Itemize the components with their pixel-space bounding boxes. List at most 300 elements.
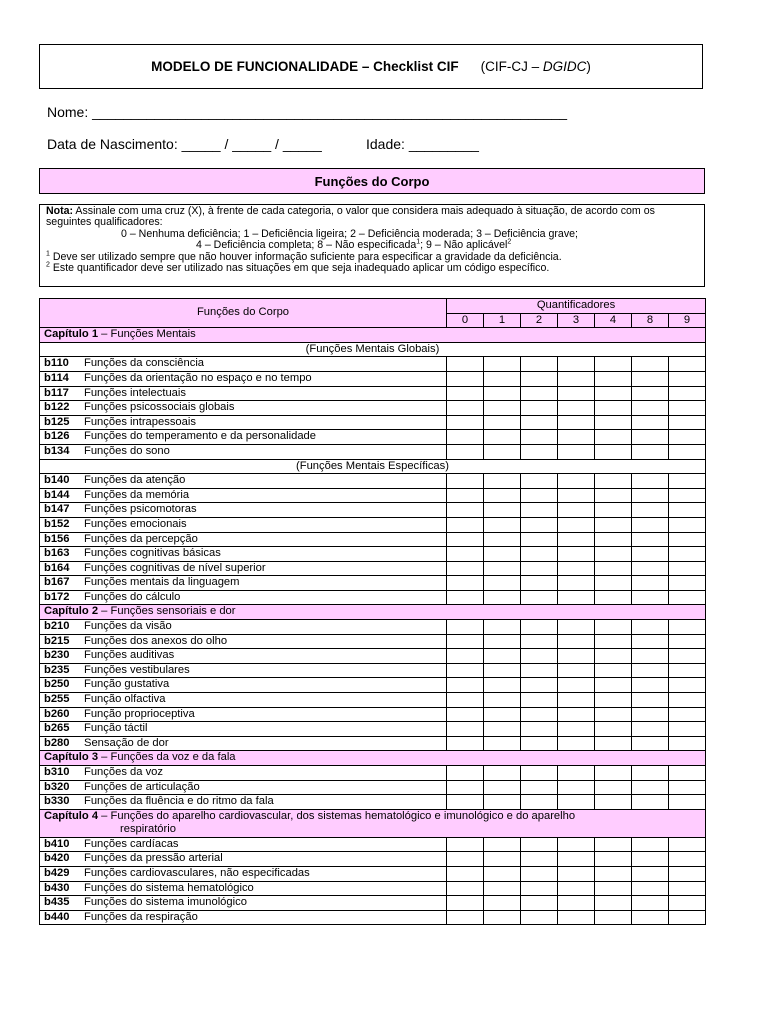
quantifier-cell-3[interactable] [558, 693, 595, 708]
quantifier-cell-0[interactable] [447, 896, 484, 911]
quantifier-cell-4[interactable] [595, 371, 632, 386]
quantifier-cell-4[interactable] [595, 766, 632, 781]
item-label: Funções da orientação no espaço e no tempo [84, 371, 312, 384]
quantifier-cell-3[interactable] [558, 357, 595, 372]
quantifier-cell-9[interactable] [669, 896, 706, 911]
quantifier-cell-2[interactable] [521, 707, 558, 722]
quantifier-cell-3[interactable] [558, 866, 595, 881]
item-label: Funções da voz [84, 766, 163, 778]
quantifier-cell-4[interactable] [595, 430, 632, 445]
quantifier-cell-3[interactable] [558, 910, 595, 925]
table-row [40, 766, 706, 781]
quantifier-cell-1[interactable] [484, 866, 521, 881]
quantifier-cell-3[interactable] [558, 780, 595, 795]
item-label: Funções vestibulares [84, 663, 190, 676]
quantifier-cell-0[interactable] [447, 517, 484, 532]
quantifier-cell-4[interactable] [595, 576, 632, 591]
quantifier-cell-2[interactable] [521, 620, 558, 635]
quantifier-cell-9[interactable] [669, 561, 706, 576]
quantifier-cell-9[interactable] [669, 547, 706, 562]
quantifier-cell-9[interactable] [669, 474, 706, 489]
quantifier-cell-2[interactable] [521, 386, 558, 401]
item-code: b163 [44, 547, 70, 560]
quantifier-cell-3[interactable] [558, 620, 595, 635]
table-row [40, 561, 706, 576]
quantifier-cell-2[interactable] [521, 795, 558, 810]
item-label: Sensação de dor [84, 736, 169, 749]
quantifier-cell-0[interactable] [447, 590, 484, 605]
item-code: b320 [44, 780, 70, 793]
quantifier-cell-0[interactable] [447, 663, 484, 678]
quantifier-cell-4[interactable] [595, 693, 632, 708]
quantifier-cell-2[interactable] [521, 576, 558, 591]
quantifier-cell-8[interactable] [632, 766, 669, 781]
quantifier-cell-0[interactable] [447, 430, 484, 445]
quantifier-cell-4[interactable] [595, 795, 632, 810]
quantifier-header-1: 1 [484, 313, 521, 328]
quantifier-cell-9[interactable] [669, 736, 706, 751]
quantifier-cell-3[interactable] [558, 795, 595, 810]
quantifier-cell-0[interactable] [447, 488, 484, 503]
quantifier-cell-9[interactable] [669, 357, 706, 372]
quantifier-cell-3[interactable] [558, 852, 595, 867]
quantifier-cell-0[interactable] [447, 503, 484, 518]
quantifier-cell-2[interactable] [521, 736, 558, 751]
quantifier-cell-0[interactable] [447, 620, 484, 635]
quantifier-cell-3[interactable] [558, 415, 595, 430]
idade-field[interactable]: Idade: _________ [366, 136, 479, 152]
quantifier-cell-3[interactable] [558, 517, 595, 532]
quantifier-cell-3[interactable] [558, 401, 595, 416]
table-row [40, 722, 706, 737]
quantifier-cell-1[interactable] [484, 881, 521, 896]
quantifier-cell-9[interactable] [669, 532, 706, 547]
quantifier-cell-3[interactable] [558, 663, 595, 678]
chapter-row [40, 605, 706, 620]
quantifier-cell-9[interactable] [669, 722, 706, 737]
quantifier-cell-2[interactable] [521, 766, 558, 781]
quantifier-cell-8[interactable] [632, 517, 669, 532]
quantifier-cell-4[interactable] [595, 561, 632, 576]
quantifier-cell-0[interactable] [447, 837, 484, 852]
quantifier-cell-1[interactable] [484, 852, 521, 867]
quantifier-cell-2[interactable] [521, 910, 558, 925]
nome-field[interactable]: Nome: _____________________________________________________________ [47, 104, 568, 120]
quantifier-cell-1[interactable] [484, 474, 521, 489]
quantifier-cell-0[interactable] [447, 474, 484, 489]
data-nascimento-field[interactable]: Data de Nascimento: _____ / _____ / _____ [47, 136, 322, 152]
quantifier-cell-3[interactable] [558, 576, 595, 591]
quantifier-cell-0[interactable] [447, 444, 484, 459]
quantifier-cell-8[interactable] [632, 678, 669, 693]
quantifier-cell-3[interactable] [558, 474, 595, 489]
quantifier-cell-9[interactable] [669, 663, 706, 678]
quantifier-cell-1[interactable] [484, 415, 521, 430]
quantifier-cell-2[interactable] [521, 415, 558, 430]
chapter-label: Capítulo 2 [44, 605, 99, 618]
item-label: Funções de articulação [84, 780, 200, 793]
quantifier-cell-1[interactable] [484, 517, 521, 532]
quantifier-cell-9[interactable] [669, 852, 706, 867]
quantifier-cell-8[interactable] [632, 837, 669, 852]
quantifier-cell-3[interactable] [558, 634, 595, 649]
quantifier-cell-9[interactable] [669, 503, 706, 518]
col-header: Funções do Corpo [40, 299, 447, 328]
quantifier-cell-8[interactable] [632, 590, 669, 605]
nota-intro: Nota: Assinale com uma cruz (X), à frente de cada categoria, o valor que considera mais adequado à situação, de acordo com os seguintes qualificadores: [46, 205, 655, 229]
quantifier-cell-4[interactable] [595, 852, 632, 867]
quantifier-cell-9[interactable] [669, 707, 706, 722]
quantifier-cell-4[interactable] [595, 780, 632, 795]
quantifier-cell-1[interactable] [484, 576, 521, 591]
quantifier-cell-0[interactable] [447, 766, 484, 781]
quantifier-cell-2[interactable] [521, 488, 558, 503]
quantifier-cell-2[interactable] [521, 663, 558, 678]
quantifier-cell-8[interactable] [632, 430, 669, 445]
item-code: b125 [44, 415, 70, 428]
chapter-row [40, 809, 706, 837]
quantifier-cell-9[interactable] [669, 866, 706, 881]
quantifier-cell-9[interactable] [669, 576, 706, 591]
quantifier-cell-4[interactable] [595, 896, 632, 911]
quantifier-cell-0[interactable] [447, 634, 484, 649]
quantifier-cell-4[interactable] [595, 401, 632, 416]
item-label: Funções mentais da linguagem [84, 576, 240, 589]
quantifier-cell-9[interactable] [669, 371, 706, 386]
quantifier-cell-3[interactable] [558, 707, 595, 722]
quantifier-cell-9[interactable] [669, 620, 706, 635]
quantifier-cell-8[interactable] [632, 547, 669, 562]
quantifier-cell-9[interactable] [669, 401, 706, 416]
quantifier-cell-8[interactable] [632, 488, 669, 503]
item-label: Funções do cálculo [84, 590, 181, 603]
table-row [40, 678, 706, 693]
quantifier-cell-0[interactable] [447, 866, 484, 881]
quantifier-cell-9[interactable] [669, 766, 706, 781]
quantifier-cell-3[interactable] [558, 722, 595, 737]
quantifier-cell-0[interactable] [447, 780, 484, 795]
quantifier-cell-4[interactable] [595, 532, 632, 547]
chapter-text: – Funções da voz e da fala [98, 751, 236, 764]
table-row [40, 444, 706, 459]
quantifier-cell-4[interactable] [595, 503, 632, 518]
quantifier-cell-3[interactable] [558, 766, 595, 781]
item-label: Funções cognitivas de nível superior [84, 561, 266, 574]
quantifier-cell-4[interactable] [595, 722, 632, 737]
quantifier-cell-1[interactable] [484, 590, 521, 605]
quantifier-cell-8[interactable] [632, 444, 669, 459]
quantifier-cell-2[interactable] [521, 780, 558, 795]
quantifier-cell-0[interactable] [447, 415, 484, 430]
chapter-label: Capítulo 1 [44, 328, 99, 341]
quantifier-cell-2[interactable] [521, 503, 558, 518]
quantifier-cell-1[interactable] [484, 401, 521, 416]
item-label: Funções do sistema imunológico [84, 896, 247, 909]
item-label: Funções do sistema hematológico [84, 881, 254, 894]
table-row [40, 852, 706, 867]
quantifier-cell-0[interactable] [447, 576, 484, 591]
quantifier-cell-4[interactable] [595, 910, 632, 925]
quantifier-cell-4[interactable] [595, 357, 632, 372]
quantifier-cell-4[interactable] [595, 386, 632, 401]
item-code: b117 [44, 386, 69, 399]
quantifier-cell-3[interactable] [558, 678, 595, 693]
subheading-row [40, 459, 706, 474]
quantifier-cell-3[interactable] [558, 561, 595, 576]
quantifier-cell-4[interactable] [595, 837, 632, 852]
quantifier-cell-2[interactable] [521, 634, 558, 649]
quantifier-cell-2[interactable] [521, 896, 558, 911]
quantifier-cell-4[interactable] [595, 547, 632, 562]
quantifier-cell-1[interactable] [484, 678, 521, 693]
quantifier-cell-3[interactable] [558, 649, 595, 664]
quantifier-cell-1[interactable] [484, 780, 521, 795]
item-label: Funções cognitivas básicas [84, 547, 221, 560]
quantifier-cell-1[interactable] [484, 722, 521, 737]
quantifier-cell-8[interactable] [632, 386, 669, 401]
quantifier-cell-4[interactable] [595, 488, 632, 503]
quantifier-cell-2[interactable] [521, 401, 558, 416]
quantifier-cell-9[interactable] [669, 678, 706, 693]
quantifier-cell-4[interactable] [595, 678, 632, 693]
quantifier-cell-1[interactable] [484, 371, 521, 386]
quantifier-cell-9[interactable] [669, 795, 706, 810]
quantifier-cell-2[interactable] [521, 561, 558, 576]
quantifier-cell-4[interactable] [595, 707, 632, 722]
quantifier-cell-4[interactable] [595, 649, 632, 664]
quantifier-cell-9[interactable] [669, 444, 706, 459]
chapter-text: – Funções do aparelho cardiovascular, dos sistemas hematológico e imunológico e do aparelho [98, 809, 576, 822]
item-label: Funções da percepção [84, 532, 198, 545]
quantifier-cell-4[interactable] [595, 881, 632, 896]
quantifier-cell-2[interactable] [521, 722, 558, 737]
quantifier-cell-8[interactable] [632, 795, 669, 810]
quantifier-cell-8[interactable] [632, 532, 669, 547]
quantifier-header-4: 4 [595, 313, 632, 328]
quantifier-cell-8[interactable] [632, 866, 669, 881]
quantifier-cell-3[interactable] [558, 881, 595, 896]
quantifier-cell-0[interactable] [447, 532, 484, 547]
quantifier-cell-2[interactable] [521, 693, 558, 708]
quantifier-cell-8[interactable] [632, 649, 669, 664]
quantifier-cell-8[interactable] [632, 474, 669, 489]
quantifier-cell-8[interactable] [632, 415, 669, 430]
quantifier-cell-1[interactable] [484, 503, 521, 518]
quantifier-cell-0[interactable] [447, 386, 484, 401]
table-row [40, 517, 706, 532]
quantifier-cell-8[interactable] [632, 663, 669, 678]
quantifier-cell-0[interactable] [447, 678, 484, 693]
quantifier-cell-1[interactable] [484, 488, 521, 503]
quantifier-cell-4[interactable] [595, 517, 632, 532]
quantifier-cell-2[interactable] [521, 371, 558, 386]
quantifier-cell-4[interactable] [595, 444, 632, 459]
quantifier-cell-3[interactable] [558, 488, 595, 503]
quantifier-cell-8[interactable] [632, 707, 669, 722]
quantifier-cell-0[interactable] [447, 547, 484, 562]
table-row [40, 837, 706, 852]
item-code: b265 [44, 722, 70, 735]
quantifier-cell-8[interactable] [632, 910, 669, 925]
quantifier-cell-1[interactable] [484, 766, 521, 781]
quantifier-cell-0[interactable] [447, 561, 484, 576]
quantifier-cell-8[interactable] [632, 357, 669, 372]
item-code: b255 [44, 693, 70, 706]
quantifier-cell-1[interactable] [484, 649, 521, 664]
item-label: Função olfactiva [84, 693, 166, 706]
quantifier-cell-2[interactable] [521, 547, 558, 562]
quantifier-cell-3[interactable] [558, 837, 595, 852]
quantifier-cell-8[interactable] [632, 401, 669, 416]
table-row [40, 532, 706, 547]
quantifier-cell-1[interactable] [484, 430, 521, 445]
quantifier-cell-2[interactable] [521, 881, 558, 896]
quantifier-cell-0[interactable] [447, 371, 484, 386]
quantifier-cell-1[interactable] [484, 663, 521, 678]
quantifier-cell-2[interactable] [521, 852, 558, 867]
quantifier-cell-8[interactable] [632, 881, 669, 896]
quantifier-cell-2[interactable] [521, 357, 558, 372]
quantifier-cell-2[interactable] [521, 474, 558, 489]
quantifier-cell-3[interactable] [558, 590, 595, 605]
quantifier-cell-4[interactable] [595, 663, 632, 678]
quantifier-cell-1[interactable] [484, 693, 521, 708]
quantifier-cell-1[interactable] [484, 532, 521, 547]
item-code: b260 [44, 707, 70, 720]
quantifier-cell-9[interactable] [669, 415, 706, 430]
item-label: Funções emocionais [84, 517, 187, 530]
nota-box [39, 204, 705, 287]
quantifier-cell-9[interactable] [669, 910, 706, 925]
quantifier-cell-3[interactable] [558, 503, 595, 518]
quantifier-cell-1[interactable] [484, 386, 521, 401]
quantifier-cell-1[interactable] [484, 837, 521, 852]
quantifier-cell-1[interactable] [484, 561, 521, 576]
quantifier-cell-3[interactable] [558, 444, 595, 459]
quantifier-cell-8[interactable] [632, 722, 669, 737]
item-code: b164 [44, 561, 70, 574]
quantifier-cell-9[interactable] [669, 881, 706, 896]
chapter-label: Capítulo 4 [44, 809, 99, 822]
quantifier-cell-1[interactable] [484, 910, 521, 925]
quantifier-cell-0[interactable] [447, 693, 484, 708]
quantifier-cell-8[interactable] [632, 896, 669, 911]
quantifier-cell-8[interactable] [632, 561, 669, 576]
quantifier-cell-2[interactable] [521, 678, 558, 693]
quantifier-header-9: 9 [669, 313, 706, 328]
quantifier-cell-8[interactable] [632, 852, 669, 867]
quantifier-cell-9[interactable] [669, 693, 706, 708]
item-code: b235 [44, 663, 70, 676]
quantifier-cell-9[interactable] [669, 634, 706, 649]
quantifier-cell-9[interactable] [669, 488, 706, 503]
table-row [40, 620, 706, 635]
quantifier-cell-0[interactable] [447, 722, 484, 737]
quantifier-cell-4[interactable] [595, 620, 632, 635]
quantifier-cell-8[interactable] [632, 634, 669, 649]
quantifier-cell-1[interactable] [484, 357, 521, 372]
quantifier-cell-8[interactable] [632, 503, 669, 518]
quantifier-header-3: 3 [558, 313, 595, 328]
chapter-label: Capítulo 3 [44, 751, 99, 764]
subheading: (Funções Mentais Globais) [40, 342, 706, 357]
quantifier-cell-0[interactable] [447, 649, 484, 664]
quantifier-cell-0[interactable] [447, 401, 484, 416]
quantifier-cell-0[interactable] [447, 852, 484, 867]
quantifier-cell-9[interactable] [669, 386, 706, 401]
quantifier-cell-1[interactable] [484, 896, 521, 911]
quantifier-cell-1[interactable] [484, 707, 521, 722]
quantifier-cell-8[interactable] [632, 780, 669, 795]
item-code: b172 [44, 590, 70, 603]
quantifier-cell-2[interactable] [521, 649, 558, 664]
quantifier-cell-8[interactable] [632, 620, 669, 635]
quantifier-cell-4[interactable] [595, 866, 632, 881]
quantifier-cell-0[interactable] [447, 881, 484, 896]
item-code: b410 [44, 837, 70, 850]
quantifier-cell-9[interactable] [669, 780, 706, 795]
quantifier-cell-0[interactable] [447, 910, 484, 925]
quantifier-cell-1[interactable] [484, 547, 521, 562]
chapter-text: – Funções sensoriais e dor [98, 605, 236, 618]
table-row [40, 910, 706, 925]
quantifier-cell-4[interactable] [595, 634, 632, 649]
quantifier-cell-4[interactable] [595, 590, 632, 605]
quantifier-cell-4[interactable] [595, 474, 632, 489]
quantifier-cell-4[interactable] [595, 736, 632, 751]
quantifier-cell-9[interactable] [669, 590, 706, 605]
quantifier-cell-3[interactable] [558, 532, 595, 547]
quantifier-cell-0[interactable] [447, 357, 484, 372]
quantifier-cell-9[interactable] [669, 837, 706, 852]
quantifier-cell-1[interactable] [484, 444, 521, 459]
item-code: b144 [44, 488, 70, 501]
quantifier-cell-3[interactable] [558, 896, 595, 911]
quantifier-cell-0[interactable] [447, 736, 484, 751]
quantifier-cell-1[interactable] [484, 736, 521, 751]
item-label: Funções da fluência e do ritmo da fala [84, 795, 274, 808]
quantifier-cell-2[interactable] [521, 837, 558, 852]
quantifier-cell-2[interactable] [521, 866, 558, 881]
quantifier-cell-3[interactable] [558, 430, 595, 445]
quantifier-cell-3[interactable] [558, 371, 595, 386]
quantifier-cell-1[interactable] [484, 620, 521, 635]
quantifier-cell-2[interactable] [521, 517, 558, 532]
quantifier-cell-2[interactable] [521, 444, 558, 459]
quantifier-cell-2[interactable] [521, 430, 558, 445]
quantifier-cell-0[interactable] [447, 707, 484, 722]
table-row [40, 693, 706, 708]
quantifier-cell-8[interactable] [632, 576, 669, 591]
quantifier-cell-0[interactable] [447, 795, 484, 810]
quantifier-cell-9[interactable] [669, 649, 706, 664]
quantifier-cell-3[interactable] [558, 386, 595, 401]
quantifier-cell-1[interactable] [484, 634, 521, 649]
quantifier-cell-2[interactable] [521, 532, 558, 547]
quantifier-cell-8[interactable] [632, 693, 669, 708]
quantifier-cell-3[interactable] [558, 547, 595, 562]
quantifier-cell-3[interactable] [558, 736, 595, 751]
quantifier-cell-2[interactable] [521, 590, 558, 605]
quantifier-cell-8[interactable] [632, 371, 669, 386]
quantifier-cell-1[interactable] [484, 795, 521, 810]
quantifier-cell-9[interactable] [669, 517, 706, 532]
quantifier-cell-8[interactable] [632, 736, 669, 751]
quantifier-cell-9[interactable] [669, 430, 706, 445]
quantifier-cell-4[interactable] [595, 415, 632, 430]
table-row [40, 780, 706, 795]
item-label: Funções da consciência [84, 357, 205, 370]
